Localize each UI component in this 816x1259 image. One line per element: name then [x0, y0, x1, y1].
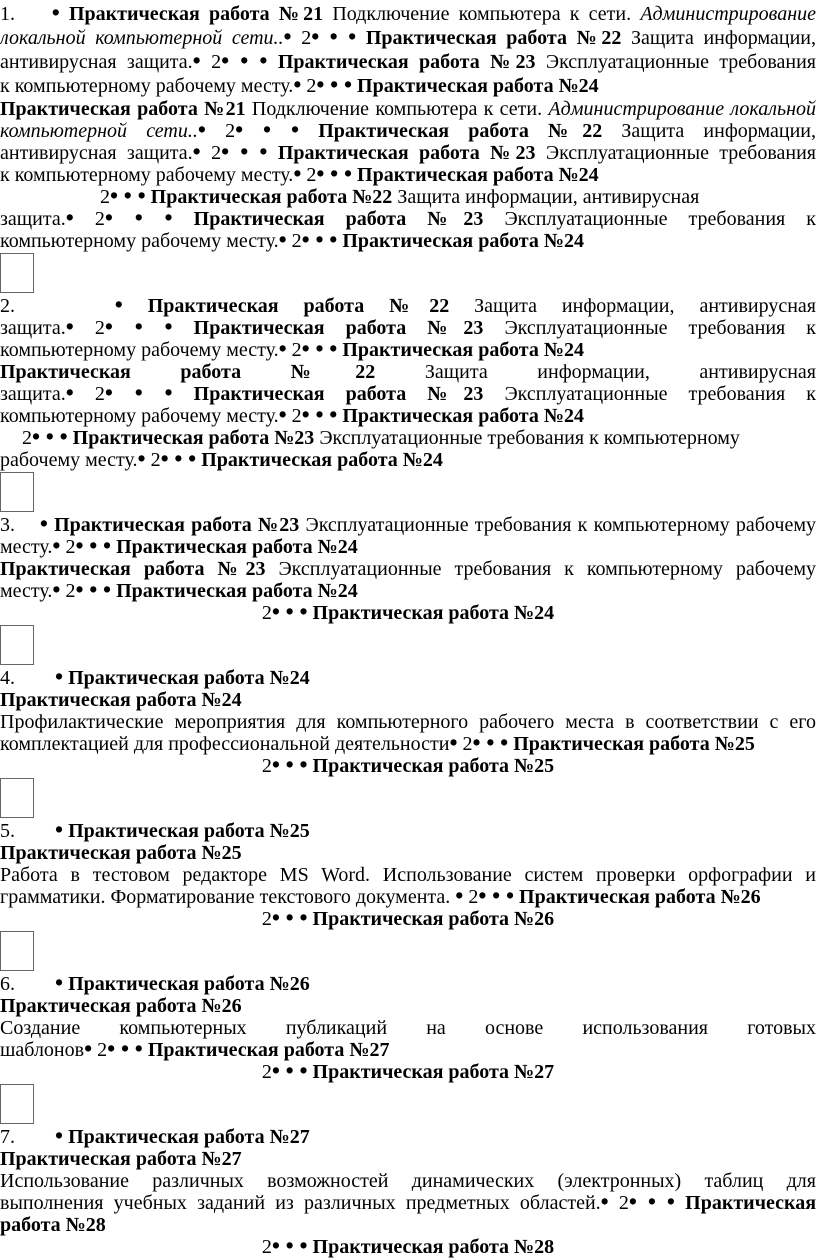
text-run: 2 [22, 427, 32, 449]
bullet-dots: • • • [301, 405, 338, 427]
text-run: Эксплуатационные требования к компьютерному рабочему [265, 558, 816, 580]
text-run: защита. [0, 208, 66, 230]
bullet-dots: • • • [104, 383, 173, 405]
text-run: грамматики. Форматирование текстового документа. [0, 886, 456, 908]
bullet-dots: • [55, 667, 64, 689]
bullet-dots: • [65, 383, 74, 405]
empty-frame-box[interactable] [0, 778, 34, 818]
text-line [0, 405, 816, 427]
bold-text-run: Практическая работа №22 [150, 186, 393, 208]
text-run: 2 [261, 755, 272, 777]
text-run: 5. [0, 820, 55, 842]
bold-text-run: Практическая работа №23 [193, 317, 484, 339]
bullet-dots: • • • [271, 755, 308, 777]
bold-text-run: Практическая работа №26 [68, 973, 310, 995]
text-run: 2 [301, 75, 317, 97]
bold-text-run: работа №28 [0, 1214, 106, 1236]
text-run: 2. [0, 295, 115, 317]
text-line [0, 842, 816, 864]
text-run: 4. [0, 667, 55, 689]
text-line [0, 558, 816, 580]
heading-26 [0, 995, 816, 1017]
text-line [0, 2, 816, 26]
text-line [0, 1039, 816, 1061]
text-run: Эксплуатационные требования к [483, 317, 816, 339]
text-run: 2 [463, 886, 479, 908]
text-line [0, 602, 816, 624]
bullet-dots: • [84, 1039, 93, 1061]
description-24 [0, 711, 816, 755]
text-run: 2 [261, 602, 272, 624]
bold-text-run: Практическая работа №24 [201, 449, 443, 471]
text-line [0, 339, 816, 361]
bullet-dots: • [293, 164, 302, 186]
paragraph-23-indent [0, 427, 816, 471]
text-run: 2 [261, 908, 272, 930]
text-run: защита. [0, 317, 66, 339]
paragraph-21-repeat [0, 98, 816, 186]
bold-text-run: Практическая работа №27 [147, 1039, 390, 1061]
bullet-dots: • [293, 74, 302, 97]
bold-text-run: Практическая работа №22 [0, 361, 376, 383]
text-run [173, 383, 194, 405]
text-run: выполнения учебных заданий из различных предметных областей. [0, 1192, 601, 1214]
empty-frame-box[interactable] [0, 253, 34, 293]
bullet-dots: • • • [160, 449, 197, 471]
text-run: 2 [73, 317, 105, 339]
text-line [0, 1148, 816, 1170]
text-run: 2 [205, 120, 236, 142]
text-line [0, 1192, 816, 1214]
text-line [0, 886, 816, 908]
bullet-dots: • [51, 2, 60, 25]
bullet-dots: • • • [221, 142, 268, 164]
text-run: к компьютерному рабочему месту. [0, 75, 294, 97]
bullet-dots: • • • [104, 208, 173, 230]
bullet-dots: • • • [104, 317, 173, 339]
bold-text-run: Практическая работа №24 [342, 405, 584, 427]
text-run: 2 [60, 580, 76, 602]
text-line [0, 689, 816, 711]
text-line [0, 820, 816, 842]
bold-text-run: Практическая [685, 1192, 816, 1214]
text-run: Работа в тестовом редакторе MS Word. Использование систем проверки орфографии и [0, 864, 816, 886]
text-run: 1. [0, 3, 52, 25]
paragraph-24-centered [0, 602, 816, 624]
text-line [0, 733, 816, 755]
text-line [0, 1017, 816, 1039]
text-run [173, 208, 194, 230]
bullet-dots: • [55, 973, 64, 995]
bullet-dots: • [52, 536, 61, 558]
text-run: компьютерному рабочему месту. [0, 405, 279, 427]
bullet-dots: • • • [271, 908, 308, 930]
text-run: месту. [0, 536, 53, 558]
bullet-dots: • [52, 580, 61, 602]
list-item-6 [0, 973, 816, 995]
text-line [0, 26, 816, 50]
text-line [0, 711, 816, 733]
text-run: 2 [200, 142, 222, 164]
text-run: Эксплуатационные требования к компьютерному рабочему [299, 514, 816, 536]
bold-text-run: Практическая работа №24 [116, 536, 358, 558]
bullet-dots: • • • [271, 1236, 308, 1258]
text-line [0, 164, 816, 186]
text-line [0, 1170, 816, 1192]
text-run [60, 3, 69, 25]
text-line [0, 208, 816, 230]
bold-text-run: Практическая работа №23 [54, 514, 300, 536]
text-run: к компьютерному рабочему месту. [0, 164, 294, 186]
heading-27 [0, 1148, 816, 1170]
text-run: месту. [0, 580, 53, 602]
list-item-5 [0, 820, 816, 842]
text-line [0, 449, 816, 471]
empty-frame-box[interactable] [0, 472, 34, 512]
text-run: 2 [608, 1192, 629, 1214]
bold-text-run: Практическая работа №26 [312, 908, 555, 930]
text-line [0, 98, 816, 120]
empty-frame-box[interactable] [0, 931, 34, 971]
text-run: защита. [0, 383, 66, 405]
text-run: 2 [60, 536, 76, 558]
text-line [0, 973, 816, 995]
text-line [0, 580, 816, 602]
text-run: Подключение компьютера к сети. [245, 98, 549, 120]
bullet-dots: • [197, 120, 206, 142]
text-line [0, 1236, 816, 1258]
text-run: 2 [286, 339, 302, 361]
text-run [299, 120, 318, 142]
bullet-dots: • [55, 820, 64, 842]
text-run: Подключение компьютера к сети. [323, 3, 641, 25]
bold-text-run: Практическая работа №25 [312, 755, 555, 777]
text-run: 2 [100, 186, 110, 208]
text-line [0, 50, 816, 74]
italic-text-run: Администрирование локальной [548, 98, 816, 120]
description-27 [0, 1170, 816, 1236]
paragraph-22-repeat [0, 361, 816, 427]
bold-text-run: Практическая работа №24 [357, 75, 599, 97]
heading-25 [0, 842, 816, 864]
text-run: 2 [261, 1236, 272, 1258]
bold-text-run: Практическая работа №27 [312, 1061, 555, 1083]
list-item-7 [0, 1126, 816, 1148]
text-run [675, 1192, 685, 1214]
text-run: Профилактические мероприятия для компьютерного рабочего места в соответствии с его [0, 711, 816, 733]
text-run: антивирусная защита. [0, 142, 193, 164]
paragraph-26-centered [0, 908, 816, 930]
paragraph-28-centered [0, 1236, 816, 1258]
bold-text-run: Практическая работа №26 [0, 995, 242, 1017]
bold-text-run: Практическая работа №26 [519, 886, 761, 908]
text-line [0, 142, 816, 164]
text-run: 7. [0, 1126, 55, 1148]
text-run: 2 [145, 449, 161, 471]
text-run: Эксплуатационные требования к компьютерному [314, 427, 740, 449]
text-run: Эксплуатационные требования к [483, 383, 816, 405]
text-line [0, 120, 816, 142]
bullet-dots: • • • [110, 186, 146, 208]
text-line [0, 74, 816, 98]
text-run: 2 [261, 1061, 272, 1083]
text-run: 2 [73, 208, 105, 230]
list-item-2 [0, 295, 816, 361]
bullet-dots: • • • [472, 733, 509, 755]
bold-text-run: Практическая работа №24 [68, 667, 310, 689]
bullet-dots: • • • [271, 1061, 308, 1083]
bold-text-run: Практическая работа №21 [68, 3, 324, 25]
italic-text-run: локальной компьютерной сети.. [0, 27, 284, 49]
text-run [173, 317, 194, 339]
bullet-dots: • [65, 208, 74, 230]
description-25 [0, 864, 816, 908]
text-run: рабочему месту. [0, 449, 138, 471]
text-run: 2 [286, 405, 302, 427]
text-line [0, 295, 816, 317]
bold-text-run: Практическая работа №28 [312, 1236, 555, 1258]
italic-text-run: компьютерной сети.. [0, 120, 198, 142]
bullet-dots: • [192, 50, 201, 73]
text-run: Использование различных возможностей динамических (электронных) таблиц для [0, 1170, 816, 1192]
bold-text-run: Практическая работа №22 [365, 27, 622, 49]
text-line [0, 536, 816, 558]
text-run: Эксплуатационные требования [535, 142, 816, 164]
text-run: шаблонов [0, 1039, 85, 1061]
text-run: Защита информации, [602, 120, 816, 142]
bullet-dots: • [192, 142, 201, 164]
bold-text-run: Практическая работа №22 [147, 295, 450, 317]
text-run: компьютерному рабочему месту. [0, 339, 279, 361]
text-line [0, 1214, 816, 1236]
text-line [0, 908, 816, 930]
italic-text-run: Администрирование [640, 3, 816, 25]
text-run: компьютерному рабочему месту. [0, 230, 279, 252]
bold-text-run: Практическая работа №24 [0, 689, 242, 711]
text-line [0, 514, 816, 536]
bold-text-run: Практическая работа №27 [0, 1148, 242, 1170]
bullet-dots: • • • [316, 164, 353, 186]
text-run: 2 [92, 1039, 108, 1061]
text-line [0, 230, 816, 252]
bullet-dots: • • • [311, 26, 357, 49]
bullet-dots: • • • [271, 602, 308, 624]
text-run: 3. [0, 514, 40, 536]
bold-text-run: Практическая работа №24 [116, 580, 358, 602]
bullet-dots: • • • [316, 74, 353, 97]
bold-text-run: Практическая работа №25 [513, 733, 755, 755]
text-run: 2 [200, 51, 222, 73]
bullet-dots: • [55, 1126, 64, 1148]
list-item-4 [0, 667, 816, 689]
text-run: Эксплуатационные требования к [483, 208, 816, 230]
bold-text-run: Практическая работа №23 [277, 142, 536, 164]
text-run: 2 [457, 733, 473, 755]
bullet-dots: • [278, 230, 287, 252]
text-run: Защита информации, антивирусная [449, 295, 816, 317]
bold-text-run: Практическая работа №23 [193, 383, 484, 405]
text-line [0, 864, 816, 886]
text-run: 2 [286, 230, 302, 252]
bullet-dots: • • • [221, 50, 268, 73]
text-run: антивирусная защита. [0, 51, 193, 73]
text-run: Защита информации, антивирусная [375, 361, 816, 383]
description-26 [0, 1017, 816, 1061]
text-run: комплектацией для профессиональной деятельности [0, 733, 450, 755]
text-line [0, 1126, 816, 1148]
bullet-dots: • • • [32, 427, 68, 449]
bold-text-run: Практическая работа №23 [0, 558, 266, 580]
bullet-dots: • [278, 405, 287, 427]
paragraph-27-centered [0, 1061, 816, 1083]
text-line [0, 1061, 816, 1083]
bold-text-run: Практическая работа №24 [342, 339, 584, 361]
text-line [0, 667, 816, 689]
text-line [0, 317, 816, 339]
bullet-dots: • • • [235, 120, 300, 142]
bullet-dots: • • • [107, 1039, 143, 1061]
text-run: Защита информации, [621, 27, 816, 49]
text-run [267, 142, 277, 164]
bullet-dots: • [65, 317, 74, 339]
bullet-dots: • [114, 295, 123, 317]
list-item-3 [0, 514, 816, 558]
text-line [0, 383, 816, 405]
empty-frame-box[interactable] [0, 625, 34, 665]
bold-text-run: Практическая работа №23 [277, 51, 536, 73]
bold-text-run: Практическая работа №25 [68, 820, 310, 842]
bullet-dots: • • • [75, 536, 112, 558]
text-run: 2 [73, 383, 105, 405]
bold-text-run: Практическая работа №23 [72, 427, 315, 449]
bullet-dots: • • • [301, 339, 338, 361]
text-line [0, 361, 816, 383]
text-run [356, 27, 366, 49]
bullet-dots: • • • [478, 886, 515, 908]
heading-24 [0, 689, 816, 711]
text-line [0, 995, 816, 1017]
bold-text-run: Практическая работа №24 [342, 230, 584, 252]
text-line [0, 186, 816, 208]
bullet-dots: • [600, 1192, 609, 1214]
empty-frame-box[interactable] [0, 1084, 34, 1124]
list-item-1 [0, 2, 816, 98]
text-run: Эксплуатационные требования [535, 51, 816, 73]
bullet-dots: • • • [301, 230, 338, 252]
bullet-dots: • [278, 339, 287, 361]
bullet-dots: • [283, 26, 292, 49]
text-run [123, 295, 148, 317]
bold-text-run: Практическая работа №23 [193, 208, 484, 230]
paragraph-23-repeat [0, 558, 816, 602]
bullet-dots: • [39, 514, 48, 536]
bullet-dots: • • • [628, 1192, 675, 1214]
text-run [267, 51, 277, 73]
paragraph-22-indent [0, 186, 816, 252]
bullet-dots: • • • [75, 580, 112, 602]
text-line [0, 755, 816, 777]
text-run: Создание компьютерных публикаций на основе использования готовых [0, 1017, 816, 1039]
bold-text-run: Практическая работа №24 [312, 602, 555, 624]
text-line [0, 427, 816, 449]
text-run: 6. [0, 973, 55, 995]
bold-text-run: Практическая работа №24 [357, 164, 599, 186]
bold-text-run: Практическая работа №25 [0, 842, 242, 864]
text-run: 2 [301, 164, 317, 186]
bullet-dots: • [137, 449, 146, 471]
paragraph-25-centered [0, 755, 816, 777]
text-run: Защита информации, антивирусная [392, 186, 700, 208]
bold-text-run: Практическая работа №21 [0, 98, 246, 120]
bold-text-run: Практическая работа №27 [68, 1126, 310, 1148]
text-run: 2 [291, 27, 312, 49]
bullet-dots: • [449, 733, 458, 755]
bullet-dots: • [455, 886, 464, 908]
bold-text-run: Практическая работа №22 [318, 120, 603, 142]
